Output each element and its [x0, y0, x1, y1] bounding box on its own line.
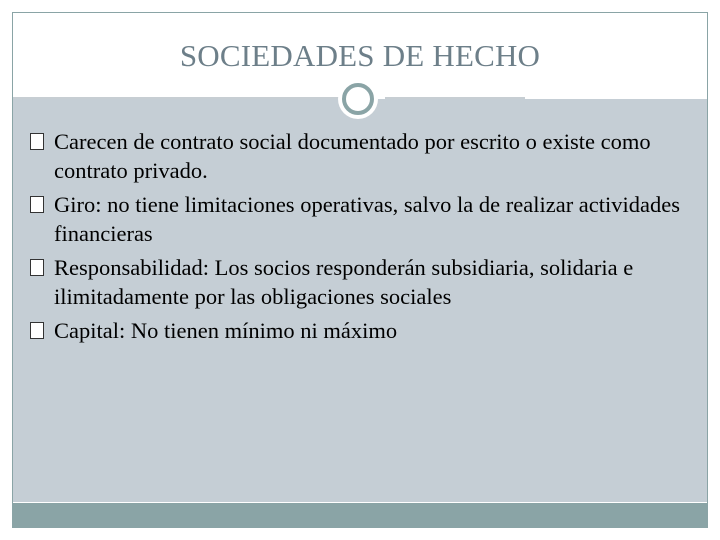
- missing-glyph-box-icon: [30, 259, 44, 276]
- slide-title: SOCIEDADES DE HECHO: [179, 38, 541, 73]
- bullet-item: [30, 253, 690, 311]
- bullet-item: [30, 127, 690, 185]
- title-divider-left: [13, 97, 339, 99]
- missing-glyph-box-icon: [30, 133, 44, 150]
- bullet-text: Giro: no tiene limitaciones operativas, salvo la de realizar actividades financieras: [54, 192, 681, 246]
- footer-band: [13, 503, 707, 527]
- bullet-text: Responsabilidad: Los socios responderán subsidiaria, solidaria e ilimitadamente por las obligaciones sociales: [54, 255, 634, 309]
- bullet-item: [30, 316, 690, 345]
- title-divider-right: [385, 97, 525, 99]
- circle-ornament-ring: [342, 83, 374, 115]
- bullet-text: Capital: No tienen mínimo ni máximo: [54, 318, 398, 343]
- bullet-list: [30, 127, 690, 350]
- missing-glyph-box-icon: [30, 196, 44, 213]
- missing-glyph-box-icon: [30, 322, 44, 339]
- bullet-text: Carecen de contrato social documentado por escrito o existe como contrato privado.: [54, 129, 651, 183]
- bullet-item: [30, 190, 690, 248]
